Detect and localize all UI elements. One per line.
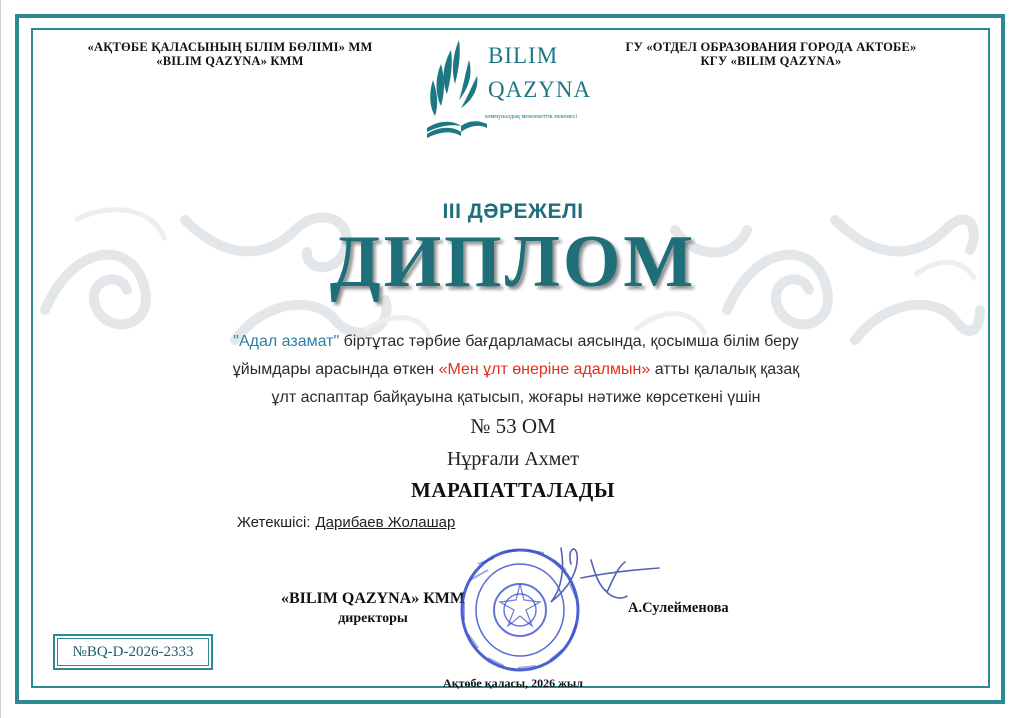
body-line-2-end: атты қалалық қазақ [650, 361, 800, 378]
header-right [601, 40, 941, 68]
registration-box [53, 634, 213, 670]
body-line-3: ұлт аспаптар байқауына қатысып, жоғары нәтиже көрсеткені үшін [271, 389, 761, 406]
body-line-1 [121, 328, 911, 356]
diploma-degree: III ДӘРЕЖЕЛІ [442, 200, 584, 223]
program-name: "Адал азамат" [233, 333, 340, 350]
awarded-text: МАРАПАТТАЛАДЫ [411, 478, 615, 502]
supervisor [237, 514, 455, 531]
contest-name: «Мен ұлт өнеріне адалмын» [438, 361, 651, 378]
registration-number: №BQ-D-2026-2333 [57, 638, 209, 666]
signer-name: А.Сулейменова [628, 600, 729, 616]
logo-word-qazyna: QAZYNA [488, 77, 592, 102]
diploma-body [121, 328, 911, 412]
book-leaves-icon [425, 36, 487, 148]
header-left-line2: «BILIM QAZYNA» КММ [156, 54, 304, 68]
logo-tagline: коммуналдық мемлекеттік мекемесі [485, 114, 578, 120]
header-right-line2: КГУ «BILIM QAZYNA» [700, 54, 842, 68]
diploma-title: ДИПЛОМ [329, 221, 697, 303]
body-line-1-text: біртұтас тәрбие бағдарламасы аясында, қосымша білім беру [339, 333, 799, 350]
header-right-line1: ГУ «ОТДЕЛ ОБРАЗОВАНИЯ ГОРОДА АКТОБЕ» [625, 40, 917, 54]
logo-word-bilim: BILIM [488, 43, 559, 68]
logo [425, 36, 605, 148]
header-left [59, 40, 401, 68]
supervisor-label: Жетекшісі: [237, 514, 311, 531]
recipient-name: Нұрғали Ахмет [446, 448, 580, 470]
body-line-2 [121, 356, 911, 384]
place-date: Ақтөбе қаласы, 2026 жыл [443, 676, 583, 690]
director-org: «BILIM QAZYNA» КММ [280, 590, 466, 607]
director-title: директоры [338, 611, 408, 626]
body-line-2-start: ұйымдары арасында өткен [232, 361, 439, 378]
header-left-line1: «АҚТӨБЕ ҚАЛАСЫНЫҢ БІЛІМ БӨЛІМІ» ММ [87, 40, 373, 54]
diploma-number: № 53 ОМ [470, 414, 556, 438]
supervisor-name: Дарибаев Жолашар [315, 514, 456, 531]
